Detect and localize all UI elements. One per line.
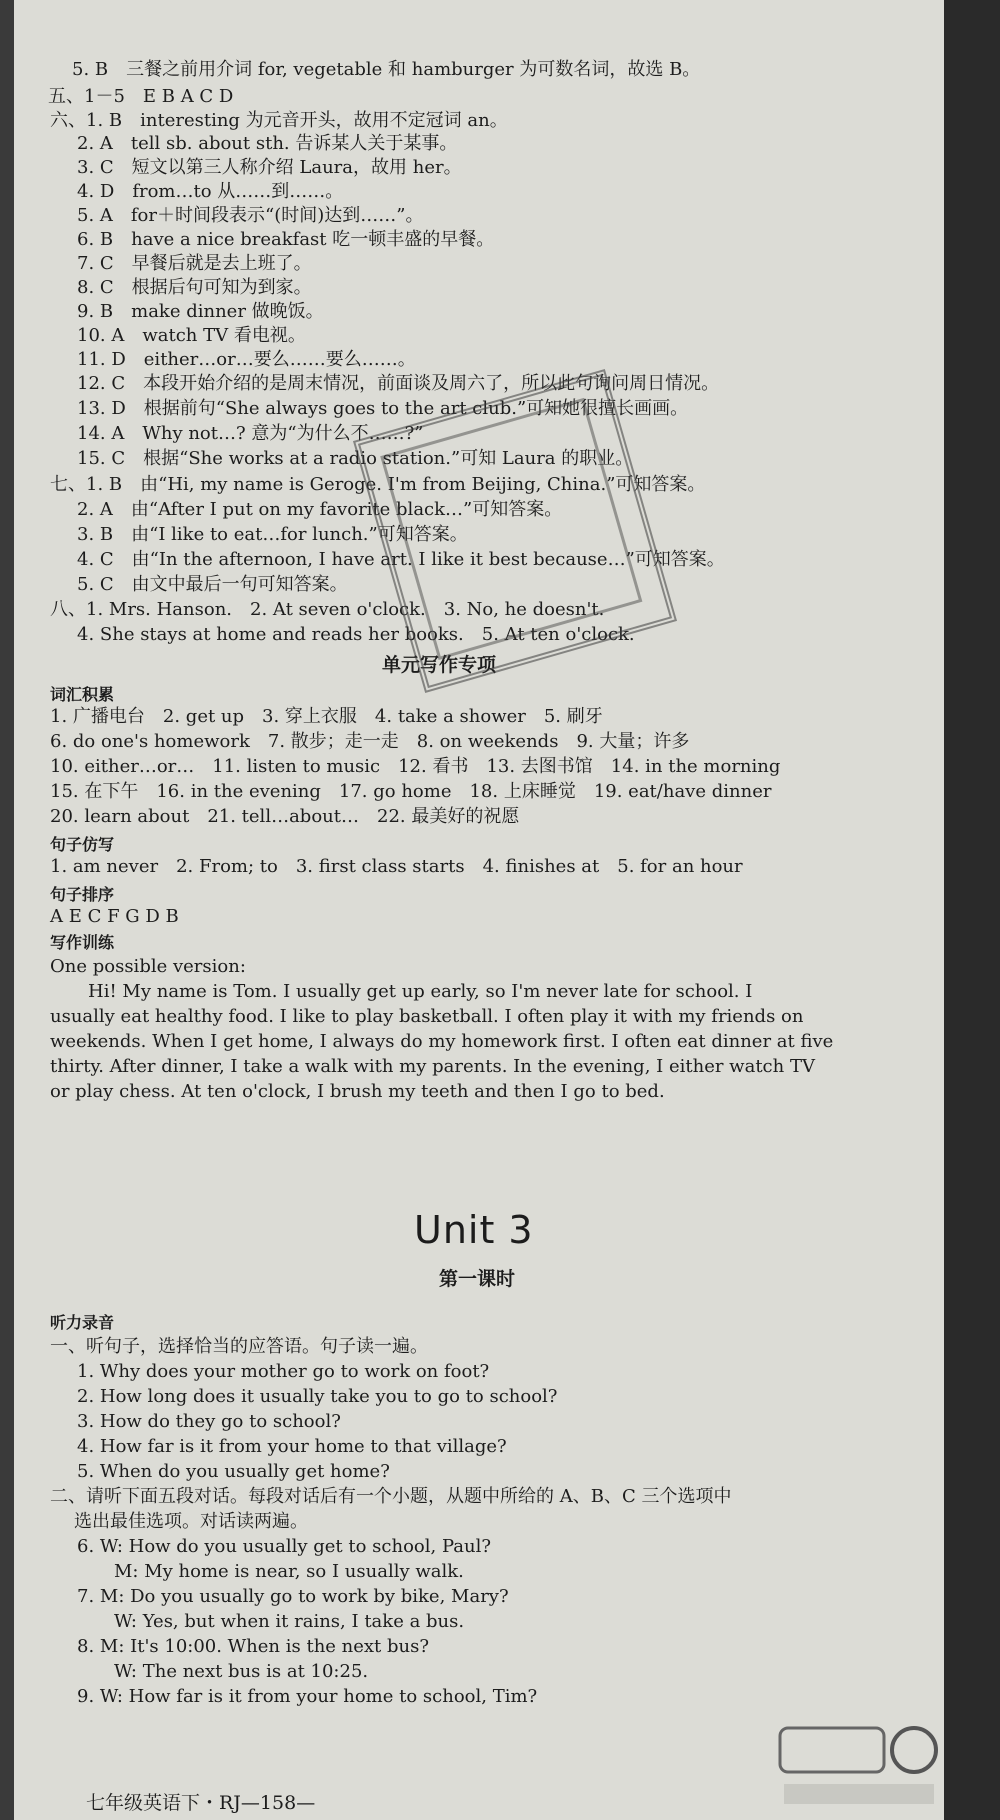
- vocab-line: 10. either…or… 11. listen to music 12. 看书 13. 去图书馆 14. in the morning: [50, 756, 781, 777]
- writing-line: usually eat healthy food. I like to play basketball. I often play it with my friends on: [50, 1006, 804, 1027]
- writing-line: Hi! My name is Tom. I usually get up early, so I'm never late for school. I: [88, 981, 753, 1002]
- listening-item: 1. Why does your mother go to work on foot?: [77, 1361, 490, 1382]
- answer-line: 4. D from…to 从……到……。: [77, 181, 344, 202]
- answer-line: 3. B 由“I like to eat…for lunch.”可知答案。: [77, 524, 468, 545]
- ordering-heading: 句子排序: [50, 885, 115, 904]
- listening-dialog: M: My home is near, so I usually walk.: [114, 1561, 464, 1582]
- answer-line: 6. B have a nice breakfast 吃一顿丰盛的早餐。: [77, 229, 495, 250]
- vocab-heading: 词汇积累: [50, 685, 115, 704]
- listening-dialog: 9. W: How far is it from your home to school, Tim?: [77, 1686, 538, 1707]
- answer-line: 12. C 本段开始介绍的是周末情况，前面谈及周六了，所以此句询问周日情况。: [77, 373, 720, 394]
- writing-line: or play chess. At ten o'clock, I brush my teeth and then I go to bed.: [50, 1081, 665, 1102]
- section-title: 单元写作专项: [382, 654, 497, 676]
- answer-line: 五、1－5 E B A C D: [48, 86, 234, 107]
- answer-line: 2. A 由“After I put on my favorite black…”可知答案。: [77, 499, 563, 520]
- imitation-heading: 句子仿写: [50, 835, 115, 854]
- answer-line: 5. C 由文中最后一句可知答案。: [77, 574, 348, 595]
- answer-line: 9. B make dinner 做晚饭。: [77, 301, 324, 322]
- page-edge-shadow: [944, 0, 1000, 1820]
- listening-item: 2. How long does it usually take you to go to school?: [77, 1386, 558, 1407]
- listening-item: 5. When do you usually get home?: [77, 1461, 390, 1482]
- listening-part1-title: 一、听句子，选择恰当的应答语。句子读一遍。: [50, 1336, 428, 1357]
- answer-line: 2. A tell sb. about sth. 告诉某人关于某事。: [77, 133, 458, 154]
- listening-item: 4. How far is it from your home to that village?: [77, 1436, 507, 1457]
- watermark-logo: [774, 1722, 944, 1812]
- answer-line: 5. A for＋时间段表示“(时间)达到……”。: [77, 205, 424, 226]
- listening-heading: 听力录音: [50, 1313, 115, 1332]
- vocab-line: 20. learn about 21. tell…about… 22. 最美好的祝愿: [50, 806, 520, 827]
- listening-part2-title: 二、请听下面五段对话。每段对话后有一个小题，从题中所给的 A、B、C 三个选项中: [50, 1486, 732, 1507]
- ordering-line: A E C F G D B: [50, 906, 179, 927]
- vocab-line: 6. do one's homework 7. 散步；走一走 8. on weekends 9. 大量；许多: [50, 731, 690, 752]
- answer-line: 4. She stays at home and reads her books. 5. At ten o'clock.: [77, 624, 635, 645]
- imitation-line: 1. am never 2. From; to 3. first class starts 4. finishes at 5. for an hour: [50, 856, 743, 877]
- page-footer: 七年级英语下・RJ—158—: [86, 1792, 316, 1814]
- writing-line: weekends. When I get home, I always do my homework first. I often eat dinner at five: [50, 1031, 834, 1052]
- answer-line: 5. B 三餐之前用介词 for, vegetable 和 hamburger 为可数名词，故选 B。: [72, 59, 701, 80]
- listening-dialog: 7. M: Do you usually go to work by bike, Mary?: [77, 1586, 509, 1607]
- listening-dialog: W: The next bus is at 10:25.: [114, 1661, 369, 1682]
- answer-line: 4. C 由“In the afternoon, I have art. I like it best because…”可知答案。: [77, 549, 725, 570]
- answer-line: 15. C 根据“She works at a radio station.”可知 Laura 的职业。: [77, 448, 634, 469]
- listening-part2-title: 选出最佳选项。对话读两遍。: [74, 1511, 308, 1532]
- vocab-line: 1. 广播电台 2. get up 3. 穿上衣服 4. take a shower 5. 刷牙: [50, 706, 603, 727]
- writing-line: thirty. After dinner, I take a walk with my parents. In the evening, I either watch TV: [50, 1056, 815, 1077]
- answer-line: 13. D 根据前句“She always goes to the art club.”可知她很擅长画画。: [77, 398, 689, 419]
- writing-heading: 写作训练: [50, 933, 115, 952]
- stamp-inner: [380, 398, 642, 660]
- answer-line: 六、1. B interesting 为元音开头，故用不定冠词 an。: [50, 110, 508, 131]
- answer-line: 八、1. Mrs. Hanson. 2. At seven o'clock. 3. No, he doesn't.: [50, 599, 605, 620]
- answer-line: 8. C 根据后句可知为到家。: [77, 277, 312, 298]
- lesson-title: 第一课时: [439, 1268, 516, 1290]
- document-page: [14, 0, 944, 1820]
- answer-line: 3. C 短文以第三人称介绍 Laura，故用 her。: [77, 157, 462, 178]
- answer-line: 7. C 早餐后就是去上班了。: [77, 253, 312, 274]
- answer-line: 七、1. B 由“Hi, my name is Geroge. I'm from Beijing, China.”可知答案。: [50, 474, 706, 495]
- listening-dialog: W: Yes, but when it rains, I take a bus.: [114, 1611, 465, 1632]
- listening-dialog: 6. W: How do you usually get to school, Paul?: [77, 1536, 491, 1557]
- vocab-line: 15. 在下午 16. in the evening 17. go home 18. 上床睡觉 19. eat/have dinner: [50, 781, 772, 802]
- unit-title: Unit 3: [414, 1208, 534, 1252]
- answer-line: 10. A watch TV 看电视。: [77, 325, 306, 346]
- answer-line: 14. A Why not…? 意为“为什么不……?”: [77, 423, 424, 444]
- writing-intro: One possible version:: [50, 956, 246, 977]
- listening-item: 3. How do they go to school?: [77, 1411, 341, 1432]
- listening-dialog: 8. M: It's 10:00. When is the next bus?: [77, 1636, 430, 1657]
- answer-line: 11. D either…or…要么……要么……。: [77, 349, 416, 370]
